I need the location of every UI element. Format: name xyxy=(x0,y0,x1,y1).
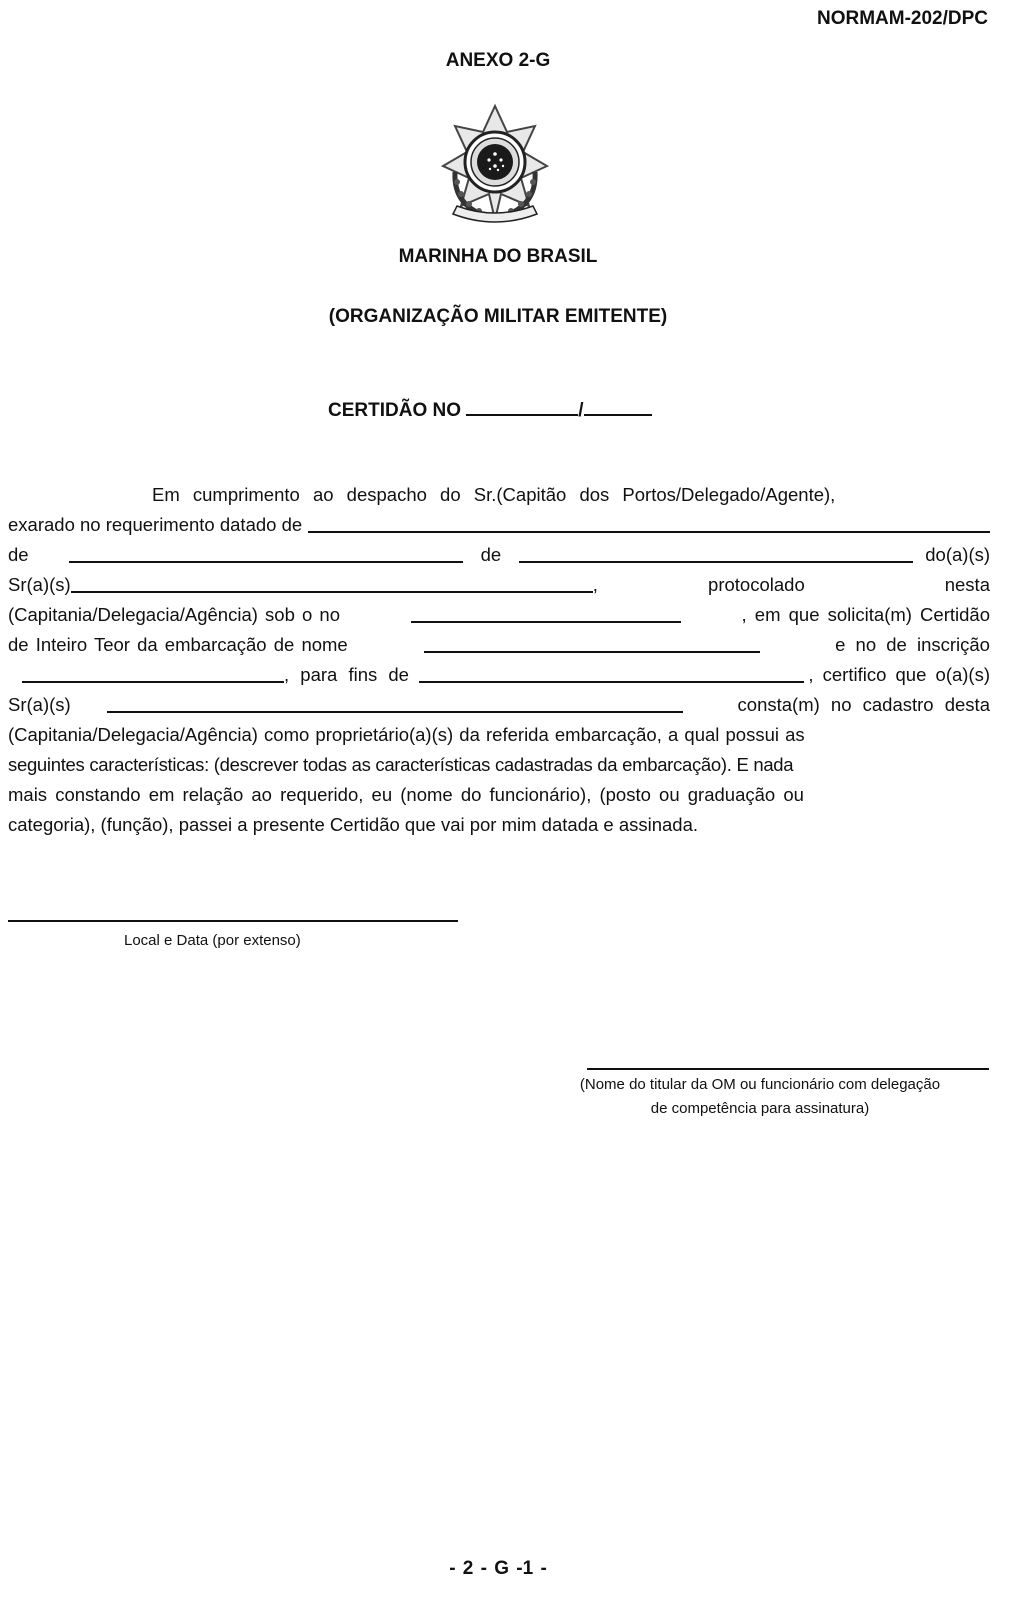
certificate-slash: / xyxy=(578,400,584,421)
body-line-4 xyxy=(8,570,990,600)
signature-line[interactable] xyxy=(587,1068,989,1070)
body-text: , em que solicita(m) Certidão xyxy=(741,604,990,625)
brazil-coat-of-arms-icon xyxy=(435,102,555,227)
page-number: - 2 - G -1 - xyxy=(449,1558,547,1579)
body-line-5 xyxy=(8,600,990,630)
body-text: e no de inscrição xyxy=(835,634,990,655)
body-line-6 xyxy=(8,630,990,660)
body-line-8 xyxy=(8,690,990,720)
body-line-9 xyxy=(8,720,990,750)
norm-code: NORMAM-202/DPC xyxy=(816,8,988,29)
body-text: consta(m) no cadastro desta xyxy=(737,694,990,715)
month-blank[interactable] xyxy=(69,543,463,563)
body-line-11 xyxy=(8,780,990,810)
body-text: , xyxy=(592,574,598,595)
vessel-name-blank[interactable] xyxy=(424,633,760,653)
requester-name-blank[interactable] xyxy=(71,573,593,593)
signer-caption-line-2: de competência para assinatura) xyxy=(650,1100,870,1117)
local-date-line[interactable] xyxy=(8,920,458,922)
signer-caption-line-1: (Nome do titular da OM ou funcionário com delegação xyxy=(579,1076,941,1093)
body-text: categoria), (função), passei a presente Certidão que vai por mim datada e assinada. xyxy=(8,814,699,835)
body-text: , certifico que o(a)(s) xyxy=(808,664,990,685)
body-text: Sr(a)(s) xyxy=(8,694,71,715)
body-line-7 xyxy=(8,660,990,690)
certificate-title-label: CERTIDÃO NO xyxy=(328,400,461,421)
purpose-blank[interactable] xyxy=(419,663,804,683)
body-text: de xyxy=(8,544,29,565)
body-text: mais constando em relação ao requerido, eu (nome do funcionário), (posto ou graduação ou xyxy=(8,784,804,805)
body-text: do(a)(s) xyxy=(925,544,991,565)
annex-title: ANEXO 2-G xyxy=(445,50,551,71)
registration-number-blank[interactable] xyxy=(22,663,284,683)
body-text: (Capitania/Delegacia/Agência) sob o no xyxy=(8,604,341,625)
protocol-number-blank[interactable] xyxy=(411,603,681,623)
certificate-year-blank[interactable] xyxy=(584,396,652,416)
issuing-organization: (ORGANIZAÇÃO MILITAR EMITENTE) xyxy=(328,306,668,327)
body-text: protocolado xyxy=(708,574,805,595)
body-text: nesta xyxy=(944,574,990,595)
body-text: de Inteiro Teor da embarcação de nome xyxy=(8,634,348,655)
body-line-3 xyxy=(8,540,990,570)
request-date-blank[interactable] xyxy=(308,513,990,533)
body-text: de xyxy=(480,544,502,565)
body-line-2 xyxy=(8,510,990,540)
institution-name: MARINHA DO BRASIL xyxy=(398,246,598,267)
local-date-caption: Local e Data (por extenso) xyxy=(124,932,301,949)
body-text: seguintes características: (descrever todas as características cadastradas da embarcação). E nada xyxy=(8,754,794,775)
owner-name-blank[interactable] xyxy=(107,693,683,713)
year-blank[interactable] xyxy=(519,543,913,563)
body-text: , para fins de xyxy=(284,664,409,685)
body-line-10 xyxy=(8,750,990,780)
body-text: Sr(a)(s) xyxy=(8,574,71,595)
body-text: (Capitania/Delegacia/Agência) como proprietário(a)(s) da referida embarcação, a qual possui as xyxy=(8,724,805,745)
body-text: Em cumprimento ao despacho do Sr.(Capitão dos Portos/Delegado/Agente), xyxy=(152,484,836,505)
certificate-number-blank[interactable] xyxy=(466,396,578,416)
body-text: exarado no requerimento datado de xyxy=(8,514,303,535)
body-line-1 xyxy=(8,480,990,510)
body-line-12 xyxy=(8,810,990,840)
certificate-title xyxy=(328,396,652,422)
